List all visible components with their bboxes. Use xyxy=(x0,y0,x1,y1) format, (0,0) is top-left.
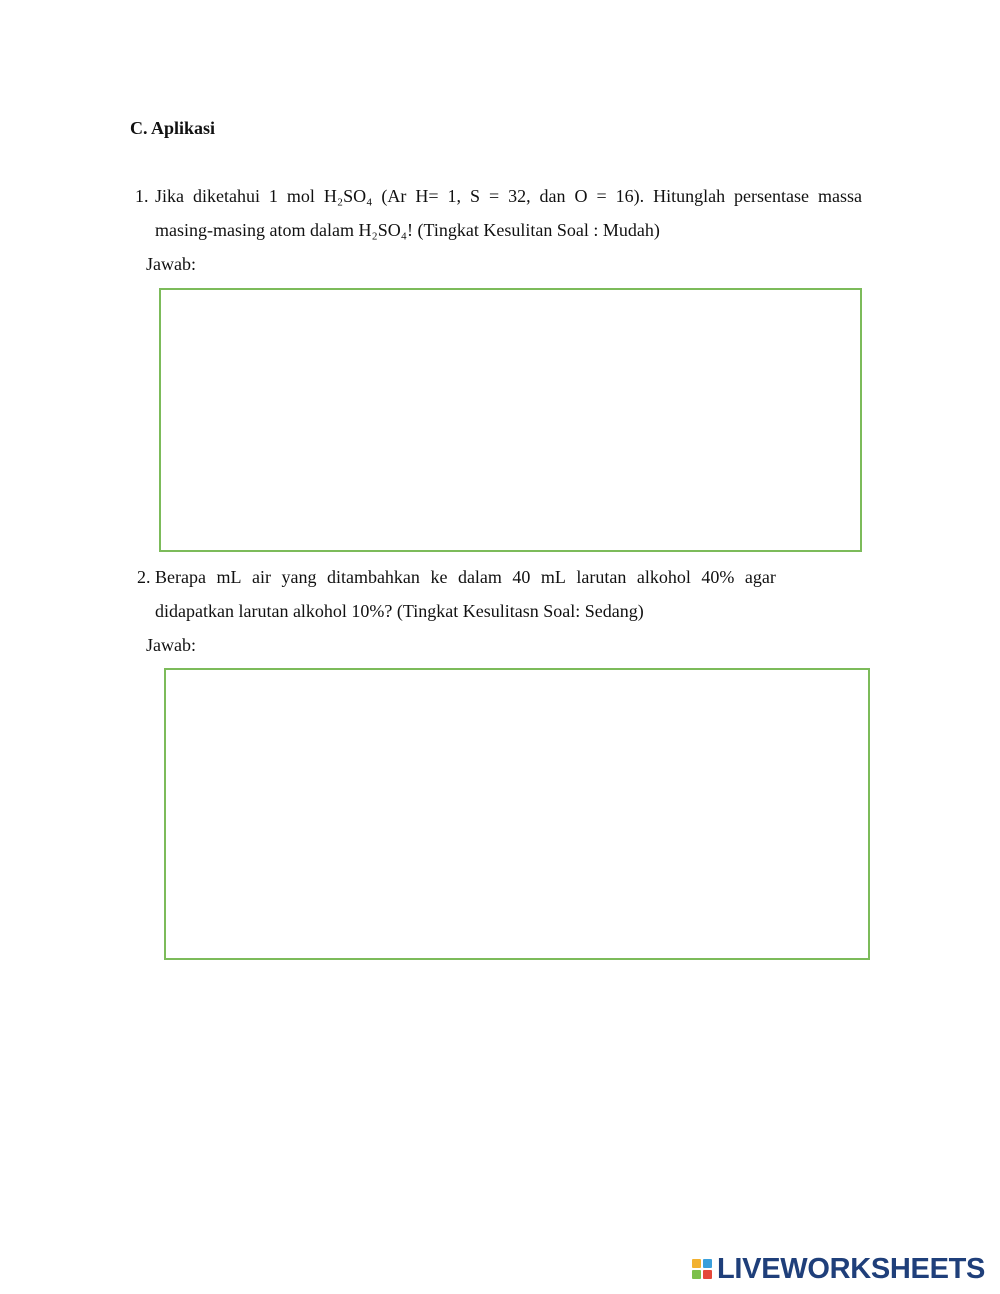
question-1-word: = xyxy=(596,186,607,206)
liveworksheets-logo[interactable] xyxy=(692,1254,985,1284)
logo-square-3 xyxy=(692,1270,701,1279)
question-1-word: massa xyxy=(817,186,862,206)
question-1-word: persentase xyxy=(734,186,810,206)
logo-square-1 xyxy=(692,1259,701,1268)
question-2-word: agar xyxy=(744,567,776,587)
question-1-word: S xyxy=(469,186,480,206)
question-1-word: O xyxy=(574,186,588,206)
question-1-word: Hitunglah xyxy=(653,186,726,206)
question-1-word: 1, xyxy=(447,186,461,206)
question-2-line-1 xyxy=(155,567,776,588)
question-1-word: 16). xyxy=(615,186,645,206)
question-1-word: mol xyxy=(286,186,315,206)
question-2-number: 2. xyxy=(137,567,151,587)
question-2-word: mL xyxy=(540,567,566,587)
question-1-word: H= xyxy=(415,186,439,206)
answer-label-2: Jawab: xyxy=(146,635,196,655)
question-2-line-2: didapatkan larutan alkohol 10%? (Tingkat Kesulitasn Soal: Sedang) xyxy=(155,601,644,621)
logo-square-4 xyxy=(703,1270,712,1279)
question-1-word: dan xyxy=(539,186,566,206)
liveworksheets-logo-icon xyxy=(692,1259,712,1279)
question-1-number: 1. xyxy=(135,186,149,206)
question-2-word: air xyxy=(251,567,271,587)
liveworksheets-brand: LIVEWORKSHEETS xyxy=(717,1253,986,1285)
question-1-word: 32, xyxy=(508,186,531,206)
question-2-word: dalam xyxy=(457,567,502,587)
logo-square-2 xyxy=(703,1259,712,1268)
question-2-word: 40% xyxy=(701,567,735,587)
question-1-line-1 xyxy=(155,186,862,207)
question-1-word: Jika xyxy=(155,186,184,206)
question-1-word: (Ar xyxy=(381,186,407,206)
question-2-word: larutan xyxy=(576,567,627,587)
question-2-word: ditambahkan xyxy=(326,567,420,587)
question-1-word: diketahui xyxy=(192,186,260,206)
question-2-word: yang xyxy=(281,567,317,587)
question-1-word: H₂SO₄ xyxy=(323,186,373,206)
question-2-word: alkohol xyxy=(636,567,691,587)
answer-label-1: Jawab: xyxy=(146,254,196,274)
question-2-word: ke xyxy=(430,567,448,587)
section-title: C. Aplikasi xyxy=(130,118,216,138)
question-1-word: 1 xyxy=(268,186,278,206)
question-1-line-2: masing-masing atom dalam H₂SO₄! (Tingkat Kesulitan Soal : Mudah) xyxy=(155,220,660,240)
answer-box-2[interactable] xyxy=(164,668,870,960)
question-2-word: mL xyxy=(216,567,242,587)
question-2-word: 40 xyxy=(512,567,531,587)
answer-box-1[interactable] xyxy=(159,288,862,552)
question-1-word: = xyxy=(488,186,500,206)
question-2-word: Berapa xyxy=(155,567,206,587)
